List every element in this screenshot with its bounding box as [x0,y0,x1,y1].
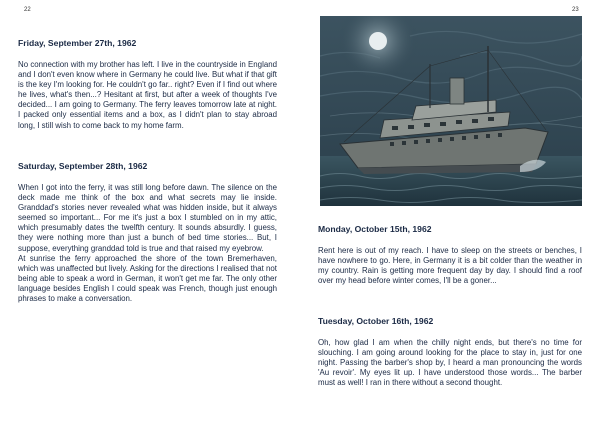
entry-oct-15 [318,224,582,286]
paragraph: No connection with my brother has left. I live in the countryside in England and I don't even know where in Germany he could live. But what if that gift is the key I'm looking for. He couldn't go far.. right? Even if I find out where he lives, what's then...? Hesitant at first, but after a week of thoughts I've decided... I am going to Germany. The ferry leaves tomorrow late at night. I packed only essential items and a box, as I didn't plan to stay abroad long, I still wish to come back to my home farm. [18,60,277,130]
entry-date: Tuesday, October 16th, 1962 [318,316,434,326]
paragraph: When I got into the ferry, it was still long before dawn. The silence on the deck made me think of the box and what secrets may lie inside. Granddad's stories never revealed what was hidden inside, but it always seemed so important... For me it's just a box I stumbled on in my attic, which presumably dates the twelfth century. It sounds absurdly. I guess, they were nothing more than just a bunch of bed time stories... But, I suppose, everything granddad told is true and that raised my eyebrow. [18,183,277,253]
entry-oct-16 [318,316,582,388]
entry-body [18,183,277,304]
ferry-at-night-illustration [320,16,582,206]
entry-sep-27 [18,38,277,131]
paragraph: Oh, how glad I am when the chilly night ends, but there's no time for slouching. I am going around looking for the place to stay in, just for one night. Passing the barber's shop by, I heard a man pronouncing the words 'Au revoir'. My eyes lit up. I have understood those words... The barber must as well! I ran in there without a second thought. [318,338,582,388]
entry-date: Friday, September 27th, 1962 [18,38,137,48]
entry-sep-28 [18,161,277,304]
entry-body [18,60,277,131]
paragraph: Rent here is out of my reach. I have to sleep on the streets or benches, I have nowhere to go. Here, in Germany it is a bit colder than the weather in my country. Rain is getting more frequent day by day. I should find a roof over my head before winter comes, I'll be a goner... [318,246,582,286]
paragraph: At sunrise the ferry approached the shore of the town Bremerhaven, which was unaffected but lively. Asking for the directions I realised that not being able to speak a word in German, it won't get me far. The only other language besides English I could speak was French, though just enough phrases to make a conversation. [18,253,277,304]
page-number-left: 22 [24,7,31,13]
moon-icon [369,32,387,50]
entry-date: Saturday, September 28th, 1962 [18,161,148,171]
entry-body [318,246,582,286]
entry-body [318,338,582,388]
entry-date: Monday, October 15th, 1962 [318,224,432,234]
page-number-right: 23 [572,7,579,13]
